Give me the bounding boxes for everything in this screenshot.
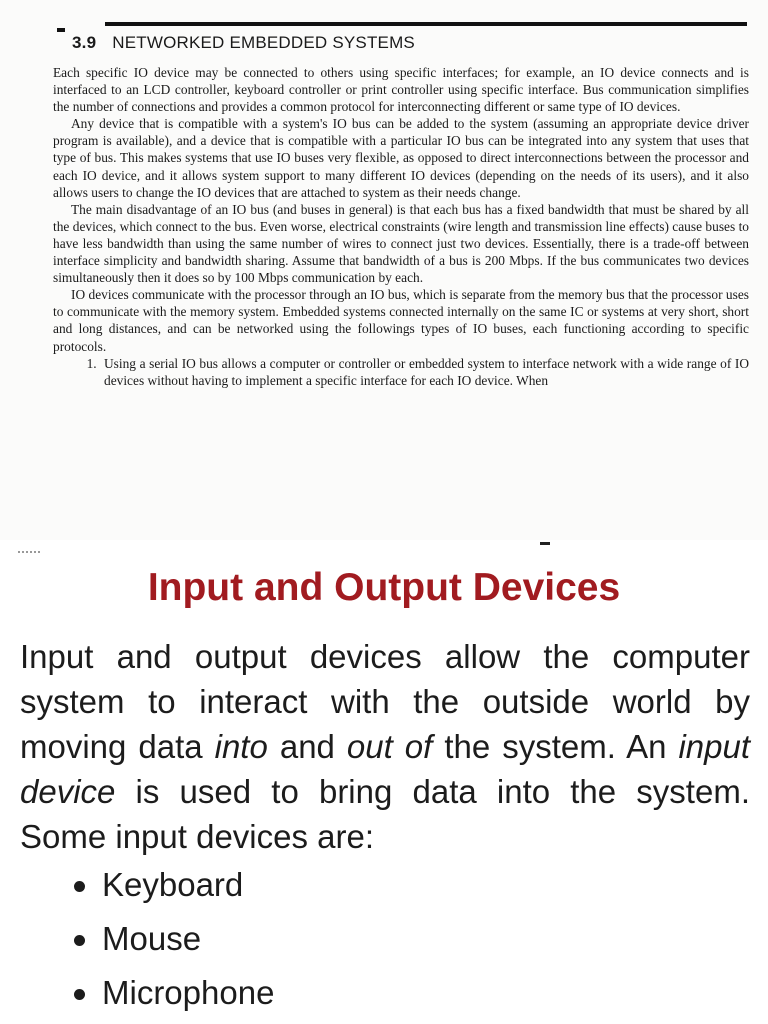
book-numbered-list: [53, 355, 749, 389]
para-emphasis: input device: [20, 728, 750, 810]
book-paragraph: The main disadvantage of an IO bus (and buses in general) is that each bus has a fixed bandwidth that must be shared by all the devices, which connect to the bus. Even worse, electrical constraints (wire length and transmission line effects) cause buses to have less bandwidth than using the same number of wires to connect just two devices. Essentially, there is a trade-off between interface simplicity and bandwidth sharing. Assume that bandwidth of a bus is 200 Mbps. If the bus communicates two devices simultaneously then it does so by 100 Mbps communication by each.: [53, 201, 749, 286]
para-emphasis: out of: [346, 728, 433, 765]
para-emphasis: into: [214, 728, 268, 765]
header-rule: [105, 22, 747, 26]
scan-artifact-dots: [18, 551, 40, 555]
book-list-item: 1. Using a serial IO bus allows a computer or controller or embedded system to interface network with a wide range of IO devices without having to implement a specific interface for each IO device. When: [100, 355, 749, 389]
book-paragraph: IO devices communicate with the processor through an IO bus, which is separate from the memory bus that the processor uses to communicate with the memory system. Embedded systems connected internally on the same IC or systems at very short, short and long distances, and can be networked using the followings types of IO buses, each functioning according to specific protocols.: [53, 287, 749, 354]
slide-title: Input and Output Devices: [147, 566, 621, 609]
scan-artifact-dash: [540, 542, 550, 545]
book-paragraph: Any device that is compatible with a system's IO bus can be added to the system (assuming an appropriate device driver program is available), and a device that is compatible with a particular IO bus can be integrated into any system that uses that type of bus. This makes systems that use IO buses very flexible, as opposed to direct interconnections between the processor and each IO device, and it allows system support to many different IO devices (depending on the needs of its users), and it also allows users to change the IO devices that are attached to system as their needs change.: [53, 116, 749, 200]
section-number: 3.9: [72, 33, 97, 52]
para-text: Input and output devices allow the computer system to interact with the outside world by moving data: [20, 638, 750, 765]
section-heading: [72, 33, 415, 53]
list-item-mouse: Mouse: [70, 912, 274, 966]
corner-mark: [57, 28, 65, 32]
list-item-microphone: Microphone: [70, 966, 274, 1020]
para-text: is used to bring data into the system. Some input devices are:: [20, 773, 750, 855]
book-paragraph: Each specific IO device may be connected to others using specific interfaces; for example, an IO device connects and is interfaced to an LCD controller, keyboard controller or print controller using specific interface. Bus communication simplifies the number of connections and provides a common protocol for interconnecting different or same type of IO devices.: [53, 65, 749, 115]
section-title: NETWORKED EMBEDDED SYSTEMS: [112, 33, 415, 52]
slide-paragraph: [20, 634, 750, 859]
para-text: the system. An: [432, 728, 679, 765]
para-text: and: [267, 728, 347, 765]
book-body-text: [53, 64, 749, 389]
input-device-list: [70, 858, 274, 1020]
slide-panel: [0, 556, 768, 1024]
list-item-keyboard: Keyboard: [70, 858, 274, 912]
